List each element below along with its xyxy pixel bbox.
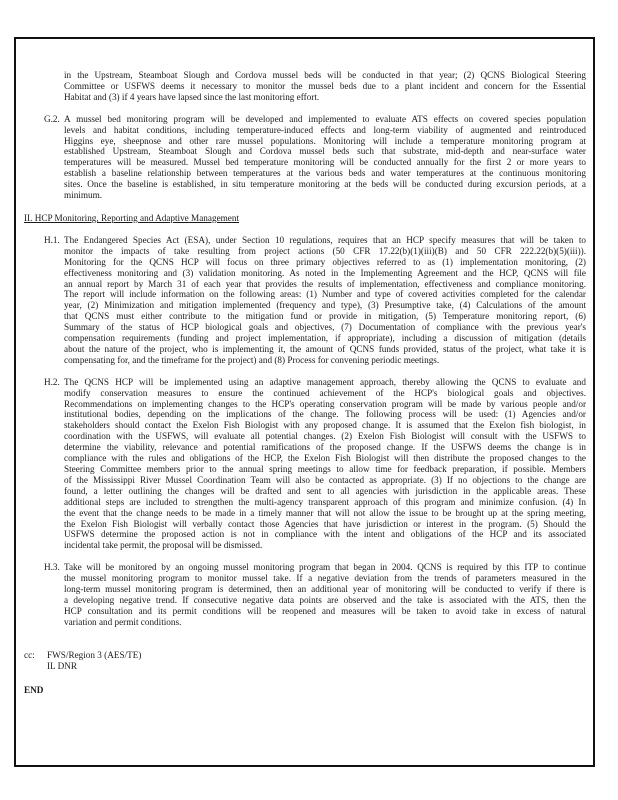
paragraph-h2 (44, 376, 586, 552)
text-line: Recommendations on implementing changes to the HCP's operating conservation program will be made by various people and/or (64, 398, 586, 409)
paragraph-label-h1: H.1. (44, 234, 60, 245)
text-line: Committee or USFWS deems it necessary to monitor the mussel beds due to a plant incident and concern for the Essential (64, 80, 586, 91)
text-line: compliance with the rules and obligations of the HCP, the Exelon Fish Biologist will then distribute the proposed changes to the (64, 453, 586, 464)
text-line: that QCNS must either contribute to the mitigation fund or provide in mitigation, (5) Temperature monitoring report, (6) (64, 311, 586, 322)
text-line: The QCNS HCP will be implemented using an adaptive management approach, thereby allowing the QCNS to evaluate and (64, 376, 586, 387)
text-line: USFWS determine the proposed action is not in compliance with the intent and obligations of the HCP and its associated (64, 529, 586, 540)
text-line: long-term mussel monitoring program is determined, then an additional year of monitoring will be conducted to verify if there is (64, 584, 586, 595)
text-line: A mussel bed monitoring program will be developed and implemented to evaluate ATS effects on covered species population (64, 113, 586, 124)
end-marker: END (24, 684, 44, 695)
text-line: additional steps are included to strengthen the multi-agency transparent approach of this program and minimize confusion. (4) In (64, 496, 586, 507)
paragraph-label-g2: G.2. (44, 113, 60, 124)
document-body (0, 70, 618, 695)
text-line: The Endangered Species Act (ESA), under Section 10 regulations, requires that an HCP specify measures that will be taken to (64, 234, 586, 245)
text-line: The report will include information on the following areas: (1) Number and type of covered activities completed for the calendar (64, 289, 586, 300)
text-line: sites. Once the baseline is established, in situ temperature monitoring at the beds will be conducted during excursion periods, at a (64, 179, 586, 190)
cc-recipient: FWS/Region 3 (AES/TE) (47, 649, 142, 660)
text-line: Habitat and (3) if 4 years have lapsed since the last monitoring effort. (64, 91, 320, 102)
text-line: of the Mississippi River Mussel Coordination Team will also be contacted as appropriate. (3) If no objections to the change are (64, 474, 586, 485)
paragraph-g2 (44, 113, 586, 201)
text-line: temperatures will be measured. Mussel bed temperature monitoring will be conducted annually for the first 2 or more years to (64, 157, 586, 168)
cc-recipient: IL DNR (47, 660, 78, 671)
text-line: Take will be monitored by an ongoing mussel monitoring program that began in 2004. QCNS is required by this ITP to continue (64, 562, 586, 573)
text-line: established Upstream, Steamboat Slough and Cordova mussel beds such that substrate, mid-depth and near-surface water (64, 146, 586, 157)
text-line: Monitoring for the QCNS HCP will focus on three primary objectives referred to as (1) implementation monitoring, (2) (64, 256, 586, 267)
text-line: stakeholders should contact the Exelon Fish Biologist with any proposed change. It is assumed that the Exelon fish biologist, in (64, 420, 586, 431)
text-line: the Exelon Fish Biologist will verbally contact those Agencies that have jurisdiction or interest in the program. (5) Should the (64, 518, 586, 529)
text-line: effectiveness monitoring and (3) validation monitoring. As noted in the Implementing Agreement and the HCP, QCNS will file (64, 267, 586, 278)
paragraph-label-h2: H.2. (44, 376, 60, 387)
text-line: about the nature of the project, who is implementing it, the amount of QCNS funds provided, status of the project, what take it is (64, 343, 586, 354)
text-line: coordination with the USFWS, will evaluate all potential changes. (2) Exelon Fish Biologist will consult with the USFWS to (64, 431, 586, 442)
text-line: compensation requirements (funding and project implementation, if appropriate), including a discussion of mitigation (details (64, 333, 586, 344)
text-line: establish a baseline relationship between temperatures at the various beds and water temperatures at the continuous monitoring (64, 168, 586, 179)
text-line: Steering Committee members prior to the annual spring meetings to allow time for feedback preparation, if possible. Members (64, 464, 586, 474)
paragraph-g1-continued (64, 70, 586, 103)
text-line: year, (2) Minimization and mitigation implemented (frequency and type), (3) Presumptive take, (4) Calculations of the amount (64, 300, 586, 311)
paragraph-label-h3: H.3. (44, 562, 60, 573)
text-line: the mussel monitoring program to monitor mussel take. If a negative deviation from the trends of parameters measured in the (64, 573, 586, 584)
text-line: found, a letter outlining the changes will be drafted and sent to all agencies with jurisdiction in the applicable areas. These (64, 485, 586, 496)
text-line: institutional bodies, depending on the implications of the change. The following process will be used: (1) Agencies and/or (64, 409, 586, 420)
cc-block (24, 650, 618, 661)
text-line: the event that the change needs to be made in a timely manner that will not allow the issue to be brought up at the spring meeting, (64, 507, 586, 518)
text-line: variation and permit conditions. (64, 616, 182, 627)
text-line: modify conservation measures to ensure the continued achievement of the HCP's biological goals and objectives. (64, 387, 586, 398)
text-line: minimum. (64, 190, 103, 201)
text-line: a developing negative trend. If consecutive negative data points are observed and the take is associated with the ATS, then the (64, 594, 586, 605)
text-line: determine the viability, relevance and potential ramifications of the proposed change. If the USFWS deems the change is in (64, 442, 586, 453)
paragraph-h1 (44, 234, 586, 366)
cc-label: cc: (24, 649, 35, 660)
text-line: monitor the impacts of take resulting from project actions (50 CFR 17.22(b)(1)(iii)(B) and 50 CFR 222.22(b)(5)(iii)). (64, 245, 586, 256)
text-line: an annual report by March 31 of each year that provides the results of implementation, effectiveness and compliance monitoring. (64, 278, 586, 289)
text-line: HCP consultation and its permit conditions will be reopened and measures will be taken to avoid take in excess of natural (64, 605, 586, 616)
text-line: levels and habitat conditions, including temperature-induced effects and long-term viability of augmented and reintroduced (64, 124, 586, 135)
text-line: Higgins eye, sheepnose and other rare mussel populations. Monitoring will include a temperature monitoring program at (64, 135, 586, 146)
paragraph-h3 (44, 562, 586, 627)
text-line: incidental take permit, the proposal will be dismissed. (64, 540, 263, 551)
text-line: Summary of the status of HCP biological goals and objectives, (7) Documentation of compliance with the previous year's (64, 322, 586, 333)
text-line: compensating for, and the timeframe for the project) and (8) Process for convening periodic meetings. (64, 354, 440, 365)
section-heading: II. HCP Monitoring, Reporting and Adaptive Management (24, 212, 240, 223)
text-line: in the Upstream, Steamboat Slough and Cordova mussel beds will be conducted in that year; (2) QCNS Biological Steering (64, 70, 586, 80)
